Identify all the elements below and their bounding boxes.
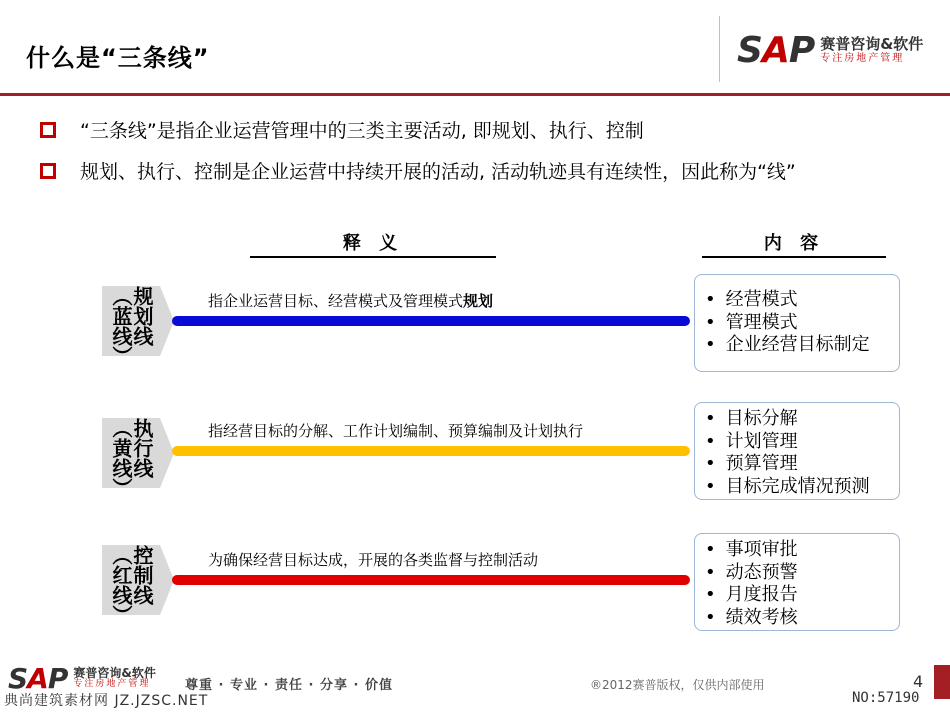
page-title: 什么是“三条线” <box>26 44 210 72</box>
logo-tagline: 专注房地产管理 <box>820 52 905 64</box>
column-underline <box>250 256 496 258</box>
bullet-item <box>40 116 644 143</box>
line-tag-control <box>102 545 160 625</box>
line-tag-label: 执行线（黄线） <box>109 418 154 498</box>
logo-tagline: 专注房地产管理 <box>73 679 151 690</box>
blue-line <box>172 316 690 326</box>
line-description-text: 指经营目标的分解、工作计划编制、预算编制及计划执行 <box>208 422 584 440</box>
page-marker <box>934 665 950 699</box>
bullet-text: 规划、执行、控制是企业运营中持续开展的活动, 活动轨迹具有连续性，因此称为“线” <box>80 161 796 183</box>
line-description-text: 为确保经营目标达成，开展的各类监督与控制活动 <box>208 551 539 569</box>
header-divider <box>0 93 950 96</box>
footer-values: 尊重 · 专业 · 责任 · 分享 · 价值 <box>185 678 393 693</box>
content-box-plan <box>694 274 900 372</box>
logo-letter-p: P <box>788 29 815 71</box>
line-tag-execute <box>102 418 160 498</box>
line-description-emphasis: 规划 <box>463 292 494 310</box>
bullet-text: “三条线”是指企业运营管理中的三类主要活动, 即规划、执行、控制 <box>80 120 644 142</box>
logo-company: 赛普咨询&软件 <box>73 665 156 680</box>
watermark-text: 典尚建筑素材网 JZ.JZSC.NET <box>4 693 209 709</box>
list-item: • 经营模式 <box>705 289 899 312</box>
list-item: • 企业经营目标制定 <box>705 334 899 357</box>
logo-wordmark <box>737 30 814 71</box>
list-item: • 事项审批 <box>705 539 899 562</box>
list-item: • 月度报告 <box>705 584 899 607</box>
column-header-meaning: 释 义 <box>342 233 404 254</box>
list-item: • 绩效考核 <box>705 607 899 630</box>
line-description <box>208 549 538 570</box>
line-tag-plan <box>102 286 160 366</box>
red-line <box>172 575 690 585</box>
logo-letter-s: S <box>737 29 762 71</box>
logo-company: 赛普咨询&软件 <box>820 35 924 54</box>
square-bullet-icon <box>40 163 56 179</box>
logo-letter-s: S <box>8 662 28 695</box>
list-item: • 计划管理 <box>705 431 899 454</box>
line-tag-label: 控制线（红线） <box>109 545 154 625</box>
content-box-execute <box>694 402 900 500</box>
list-item: • 预算管理 <box>705 453 899 476</box>
list-item: • 目标分解 <box>705 408 899 431</box>
column-underline <box>702 256 886 258</box>
line-description <box>208 290 493 311</box>
logo-letter-a: A <box>761 29 789 71</box>
line-description-text: 指企业运营目标、经营模式及管理模式 <box>208 292 464 310</box>
square-bullet-icon <box>40 122 56 138</box>
logo-divider <box>719 16 720 82</box>
bullet-item <box>40 157 796 184</box>
yellow-line <box>172 446 690 456</box>
column-header-content: 内 容 <box>763 233 825 254</box>
page-number: 4 <box>913 672 924 691</box>
logo-letter-a: A <box>27 662 48 695</box>
list-item: • 目标完成情况预测 <box>705 476 899 499</box>
header-logo <box>737 30 923 70</box>
logo-letter-p: P <box>47 662 68 695</box>
list-item: • 动态预警 <box>705 562 899 585</box>
line-description <box>208 420 583 441</box>
footer-copyright: ®2012赛普版权，仅供内部使用 <box>590 678 765 692</box>
watermark-id: NO:57190 <box>852 690 920 706</box>
content-box-control <box>694 533 900 631</box>
list-item: • 管理模式 <box>705 312 899 335</box>
line-tag-label: 规划线（蓝线） <box>109 286 154 366</box>
